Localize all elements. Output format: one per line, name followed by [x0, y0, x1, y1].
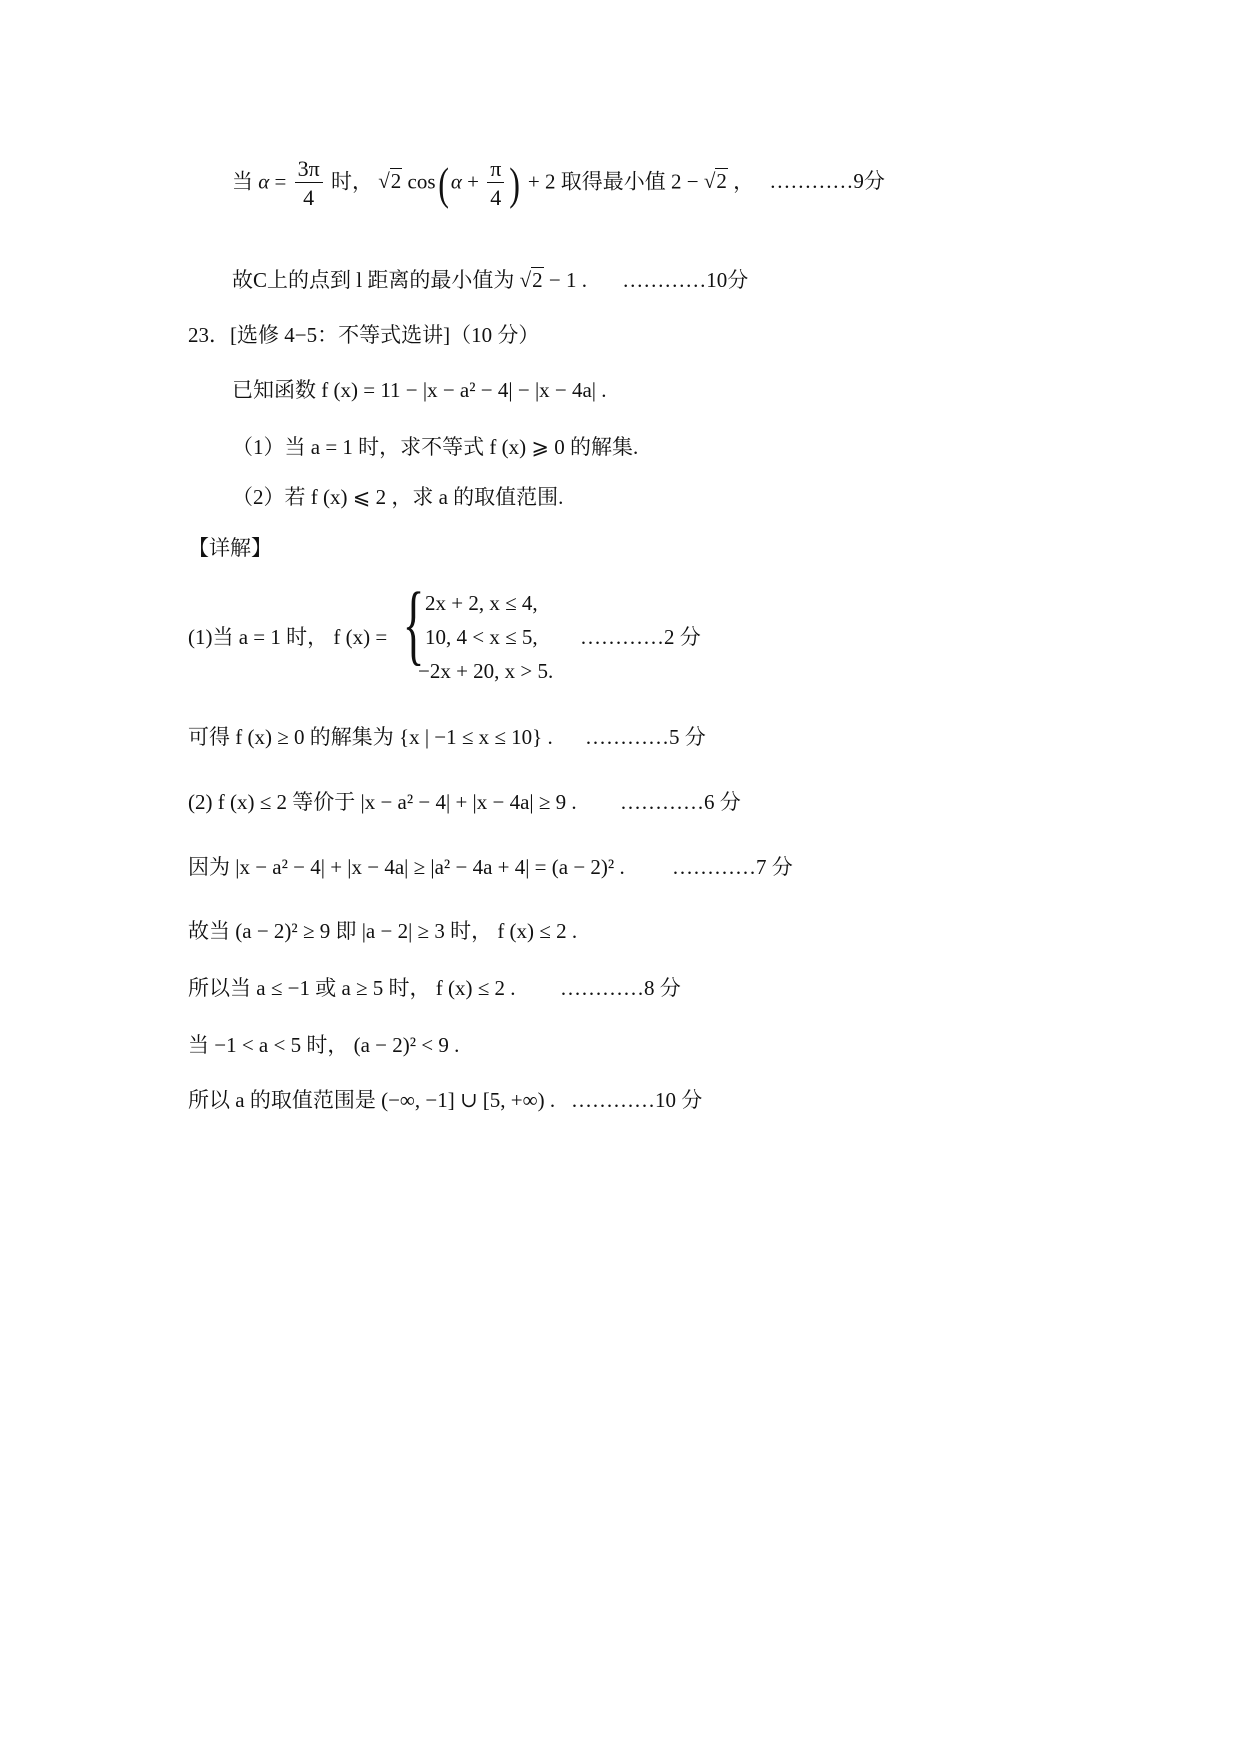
given-function: 已知函数 f (x) = 11 − |x − a² − 4| − |x − 4a| .	[232, 378, 607, 402]
frac-den: 4	[303, 185, 315, 210]
detail-heading: 【详解】	[188, 536, 272, 560]
score-8: …………8 分	[560, 976, 681, 1000]
frac-four: 4	[490, 185, 502, 210]
text-dang: 当	[232, 169, 253, 194]
min-value-text: + 2 取得最小值 2 −	[527, 169, 699, 194]
question-23-title: 23．[选修 4−5：不等式选讲]（10 分）	[188, 323, 540, 347]
sub-question-1: （1）当 a = 1 时，求不等式 f (x) ⩾ 0 的解集.	[232, 435, 639, 459]
cos-text: cos	[407, 169, 436, 194]
frac-num: 3π	[295, 158, 323, 183]
piece-1: 2x + 2, x ≤ 4,	[425, 591, 538, 615]
score-6: …………6 分	[620, 790, 741, 814]
sqrt-2: √2	[378, 169, 402, 194]
score-10b: …………10 分	[571, 1088, 703, 1112]
minus-one: − 1 .	[548, 268, 587, 292]
piecewise-brace: {	[402, 575, 425, 674]
score-7: …………7 分	[672, 855, 793, 879]
sqrt-2c: √2	[519, 268, 543, 292]
step7-text: 当 −1 < a < 5 时， (a − 2)² < 9 .	[188, 1033, 460, 1057]
score-2: …………2 分	[580, 625, 701, 649]
step8-text: 所以 a 的取值范围是 (−∞, −1] ∪ [5, +∞) .	[188, 1088, 556, 1112]
step5-text: 故当 (a − 2)² ≥ 9 即 |a − 2| ≥ 3 时， f (x) ≤ 2 .	[188, 919, 578, 943]
line-min-distance	[232, 270, 748, 291]
step1-lead: (1)当 a = 1 时， f (x) =	[188, 625, 388, 649]
fraction-3pi-4	[295, 158, 323, 209]
fraction-pi-4	[487, 158, 504, 209]
step4-text: 因为 |x − a² − 4| + |x − 4a| ≥ |a² − 4a + 4| = (a − 2)² .	[188, 855, 625, 879]
step6-text: 所以当 a ≤ −1 或 a ≥ 5 时， f (x) ≤ 2 .	[188, 976, 516, 1000]
text-shi: 时，	[330, 169, 373, 194]
score-9: …………9分	[769, 169, 885, 194]
line-alpha-min: 当 α = $\frac{3\pi}{4}$ 时， √2 cos( α + $\frac{\pi}{4}$ ) + 2 取得最小值 2 − √2 ， …………9分	[232, 156, 885, 210]
score-10a: …………10分	[622, 268, 749, 292]
alpha-symbol: α	[258, 169, 270, 194]
sub-question-2: （2）若 f (x) ⩽ 2 ，求 a 的取值范围.	[232, 485, 564, 509]
frac-pi: π	[487, 158, 504, 183]
piece-3: −2x + 20, x > 5.	[418, 659, 554, 683]
score-5: …………5 分	[585, 725, 706, 749]
step3-text: (2) f (x) ≤ 2 等价于 |x − a² − 4| + |x − 4a| ≥ 9 .	[188, 790, 577, 814]
sqrt-2b: √2	[703, 169, 727, 194]
min-distance-text: 故C上的点到 l 距离的最小值为	[232, 268, 515, 292]
step2-text: 可得 f (x) ≥ 0 的解集为 {x | −1 ≤ x ≤ 10} .	[188, 725, 553, 749]
piece-2: 10, 4 < x ≤ 5,	[425, 625, 538, 649]
